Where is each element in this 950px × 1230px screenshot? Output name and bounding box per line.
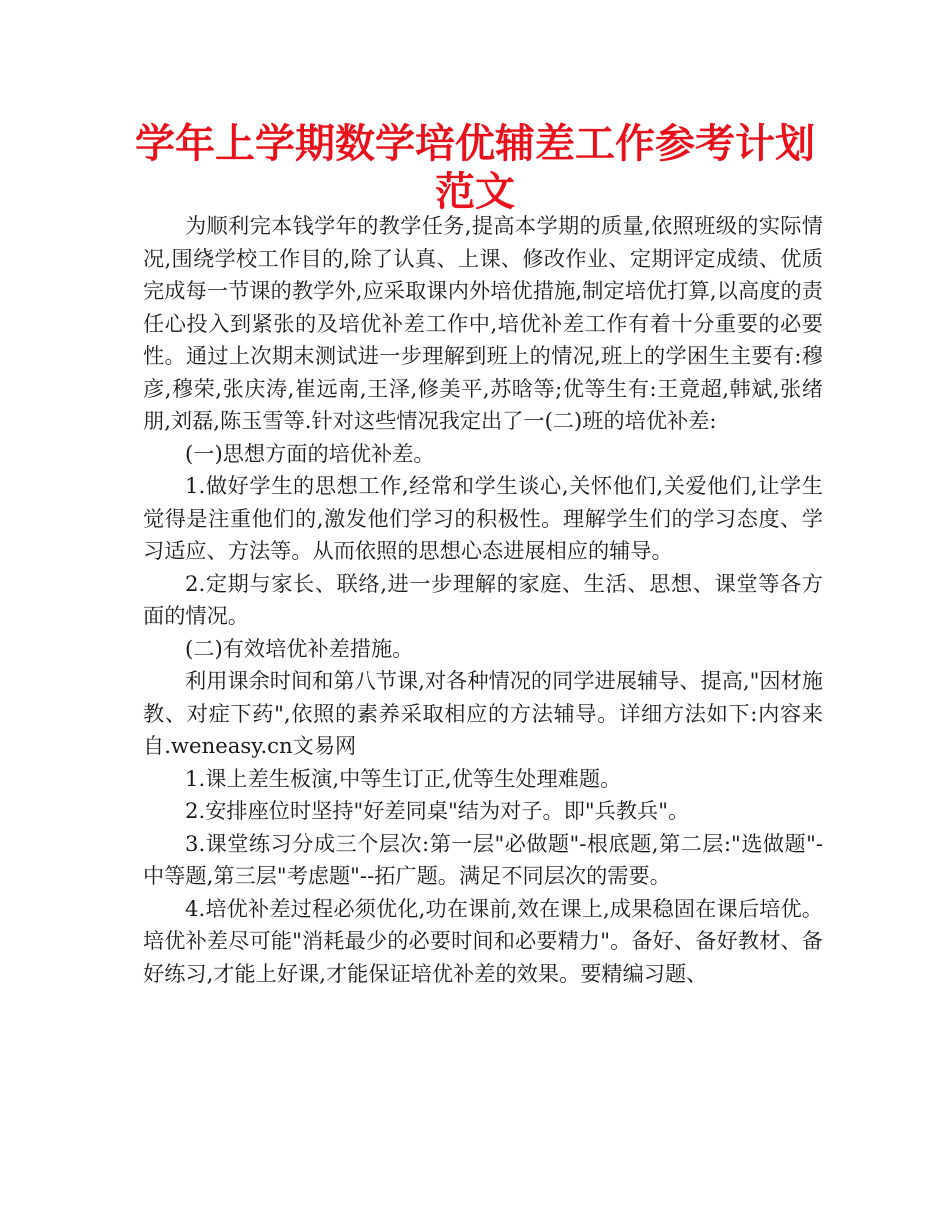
paragraph-method-4: 4.培优补差过程必须优化,功在课前,效在课上,成果稳固在课后培优。培优补差尽可能"消耗最少的必要时间和必要精力"。备好、备好教材、备好练习,才能上好课,才能保证培优补差的效果。要精编习题、 [143,895,823,986]
document-title: 学年上学期数学培优辅差工作参考计划范文 [135,121,815,215]
paragraph-method-3: 3.课堂练习分成三个层次:第一层"必做题"-根底题,第二层:"选做题"-中等题,第三层"考虑题"--拓广题。满足不同层次的需要。 [143,830,823,888]
paragraph-section-2-heading: (二)有效培优补差措施。 [185,635,414,661]
paragraph-section-1-heading: (一)思想方面的培优补差。 [185,440,435,466]
paragraph-item-2: 2.定期与家长、联络,进一步理解的家庭、生活、思想、课堂等各方面的情况。 [143,570,823,628]
document-body [143,210,823,990]
paragraph-intro: 为顺利完本钱学年的教学任务,提高本学期的质量,依照班级的实际情况,围绕学校工作目的,除了认真、上课、修改作业、定期评定成绩、优质完成每一节课的教学外,应采取课内外培优措施,制定培优打算,以高度的责任心投入到紧张的及培优补差工作中,培优补差工作有着十分重要的必要性。通过上次期末测试进一步理解到班上的情况,班上的学困生主要有:穆彦,穆荣,张庆涛,崔远南,王泽,修美平,苏晗等;优等生有:王竟超,韩斌,张绪朋,刘磊,陈玉雪等.针对这些情况我定出了一(二)班的培优补差: [143,213,823,433]
paragraph-methods: 利用课余时间和第八节课,对各种情况的同学进展辅导、提高,"因材施教、对症下药",依照的素养采取相应的方法辅导。详细方法如下:内容来自.weneasy.cn文易网 [143,668,823,758]
paragraph-method-1: 1.课上差生板演,中等生订正,优等生处理难题。 [185,765,622,791]
paragraph-item-1: 1.做好学生的思想工作,经常和学生谈心,关怀他们,关爱他们,让学生觉得是注重他们的,激发他们学习的积极性。理解学生们的学习态度、学习适应、方法等。从而依照的思想心态进展相应的辅导。 [143,473,823,563]
paragraph-method-2: 2.安排座位时坚持"好差同桌"结为对子。即"兵教兵"。 [185,798,690,823]
